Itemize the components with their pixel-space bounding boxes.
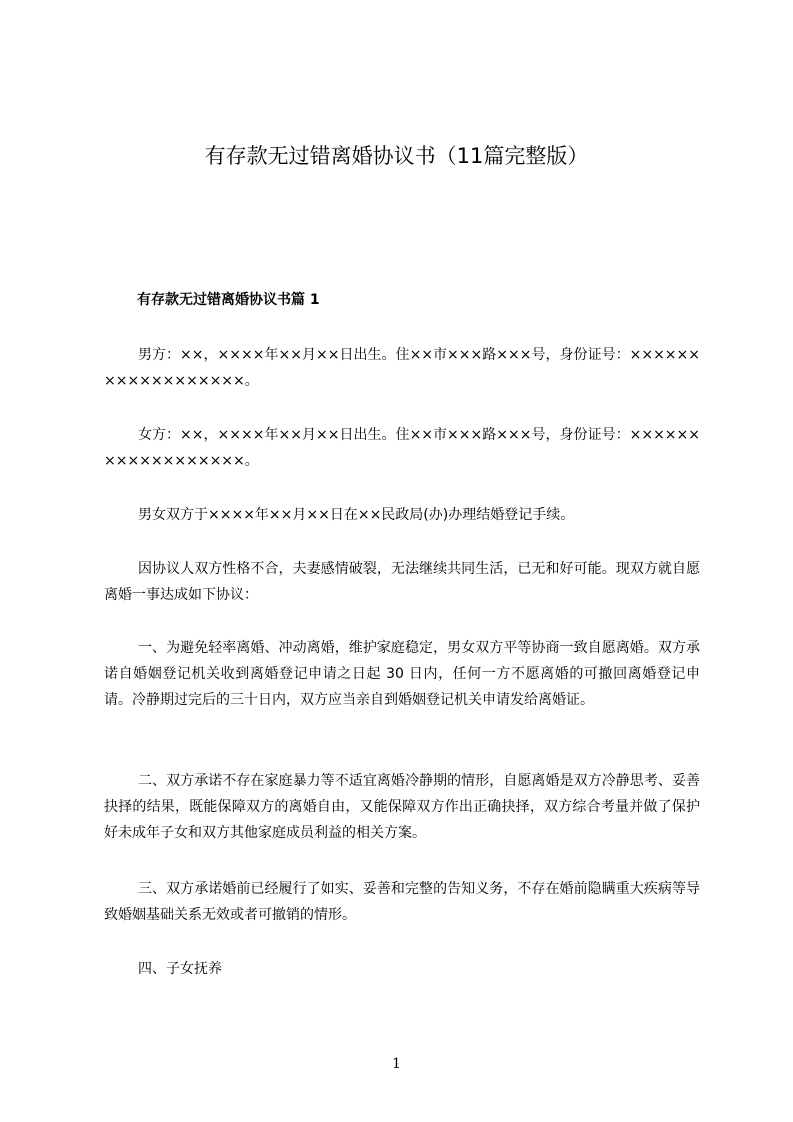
- paragraph-clause-3: 三、双方承诺婚前已经履行了如实、妥善和完整的告知义务，不存在婚前隐瞒重大疾病等导致婚姻基础关系无效或者可撤销的情形。: [104, 881, 700, 923]
- section-heading: 有存款无过错离婚协议书篇 1: [137, 292, 320, 308]
- paragraph-husband-info: 男方：××，××××年××月××日出生。住××市×××路×××号，身份证号：××××××××××××××××××。: [104, 347, 700, 389]
- document-title: 有存款无过错离婚协议书（11篇完整版）: [204, 144, 589, 168]
- paragraph-wife-info: 女方：××，××××年××月××日出生。住××市×××路×××号，身份证号：××××××××××××××××××。: [104, 427, 700, 469]
- paragraph-clause-2: 二、双方承诺不存在家庭暴力等不适宜离婚冷静期的情形，自愿离婚是双方冷静思考、妥善抉择的结果，既能保障双方的离婚自由，又能保障双方作出正确抉择，双方综合考量并做了保护好未成年子女和双方其他家庭成员利益的相关方案。: [104, 773, 700, 841]
- paragraph-marriage-registration: 男女双方于××××年××月××日在××民政局(办)办理结婚登记手续。: [138, 507, 575, 523]
- page-number: 1: [392, 1056, 401, 1072]
- paragraph-clause-4-heading: 四、子女抚养: [138, 961, 222, 977]
- paragraph-divorce-reason: 因协议人双方性格不合，夫妻感情破裂，无法继续共同生活，已无和好可能。现双方就自愿离婚一事达成如下协议：: [104, 561, 700, 603]
- paragraph-clause-1: 一、为避免轻率离婚、冲动离婚，维护家庭稳定，男女双方平等协商一致自愿离婚。双方承诺自婚姻登记机关收到离婚登记申请之日起 30 日内，任何一方不愿离婚的可撤回离婚登记申请。冷静期过完后的三十日内，双方应当亲自到婚姻登记机关申请发给离婚证。: [104, 640, 700, 708]
